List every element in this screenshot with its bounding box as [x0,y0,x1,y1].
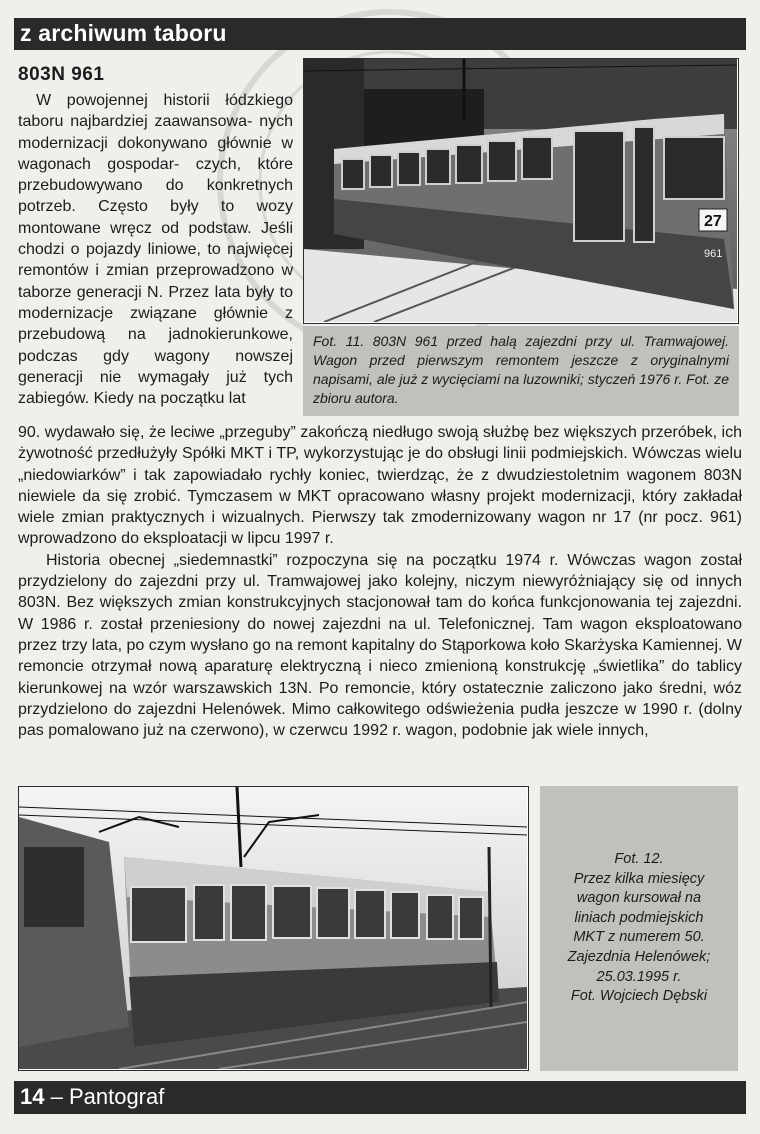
article-title: 803N 961 [18,64,105,85]
col-line-15: zabiegów. Kiedy na początku lat [18,390,246,408]
col-line-9: zmian przeprowadzono w taborze [18,262,293,301]
section-title: z archiwum taboru [20,20,227,46]
caption12-line: liniach podmiejskich [574,909,704,926]
paragraph-2 [18,550,742,742]
article-column-text [18,90,293,416]
col-line-8: liniowe, to najwięcej remontów i [18,241,293,280]
caption12-line: 25.03.1995 r. [596,968,682,985]
col-line-5: konkretnych potrzeb. Często były [18,177,293,216]
article-body-text [18,422,742,774]
col-line-14: generacji nie wymagały już tych [18,368,293,386]
paragraph-1-continuation: 90. wydawało się, że leciwe „przeguby” zakończą niedługo swoją służbę bez większych przeróbek, ich żywotność przedłużyły Spółki MKT i TP, wykorzystując je do obsługi linii podmiejskich. Wówczas wielu „niedowiarków” i tak zapowiadało rychły koniec, twierdząc, że z dwudziestoletnim wagonem 803N niewiele da się zrobić. Tymczasem w MKT opracowano własny projekt modernizacji, który zakładał wiele zmian praktycznych i wizualnych. Pierwszy tak zmodernizowany wagon nr 17 (nr pocz. 961) wprowadzono do eksploatacji w lipcu 1997 r. [18,424,742,548]
caption12-line: Fot. 12. [614,851,664,867]
col-line-1: taboru najbardziej zaawansowa- [18,113,253,131]
caption12-line: Fot. Wojciech Dębski [570,988,708,1005]
caption12-line: Zajezdnia Helenówek; [567,948,711,965]
caption12-line: MKT z numerem 50. [573,929,705,946]
photo-tram-depot-1976 [303,58,739,324]
col-line-11: modernizacje związane głównie z [18,304,293,322]
col-line-4: czych, które przebudowywano do [18,155,293,195]
photo11-caption: Fot. 11. 803N 961 przed halą zajezdni przy ul. Tramwajowej. Wagon przed pierwszym remontem jeszcze z oryginalnymi napisami, ale już z wycięciami na luzowniki; styczeń 1976 r. Fot. ze zbioru autora. [303,326,739,416]
page-footer-bar [14,1081,746,1114]
col-line-3: głównie w wagonach gospodar- [18,134,293,173]
col-line-7: podstaw. Jeśli chodzi o pojazdy [18,219,293,259]
photo12-caption [540,786,738,1071]
page-number: 14 [20,1084,45,1109]
caption12-line: wagon kursował na [576,890,702,907]
col-line-6: to wozy montowane wręcz od [18,198,293,237]
route-sign-number: 27 [704,213,722,230]
page-footer-label [20,1084,164,1110]
col-line-12: przebudową na jadnokierunkowe, [18,326,293,344]
photo-tram-helenowek-1995 [18,786,529,1071]
paragraph-2-text: Historia obecnej „siedemnastki” rozpoczyna się na początku 1974 r. Wówczas wagon został przydzielony do zajezdni przy ul. Tramwajowej jako kolejny, niczym niewyróżniający się od innych 803N. Bez większych zmian konstrukcyjnych stacjonował tam do końca funkcjonowania tej zajezdni. W 1986 r. został przeniesiony do nowej zajezdni na ul. Telefonicznej. Tam wagon eksploatowano przez trzy lata, po czym wysłano go na remont kapitalny do Stąporkowa koło Skarżyska Kamiennej. W remoncie otrzymał nową aparaturę elektryczną i nieco zmienioną konstrukcję „świetlika” do tablicy kierunkowej na wzór warszawskich 13N. Po remoncie, który ostatecznie zaliczono jako średni, wóz przydzielono do zajezdni Helenówek. Mimo całkowitego odświeżenia pudła jeszcze w 1990 r. (dolny pas pomalowano już na czerwono), w czerwcu 1992 r. wagon, podobnie jak wiele innych, [18,551,742,740]
col-line-0: W powojennej historii łódzkiego [36,92,293,109]
section-header-bar [14,18,746,50]
footer-separator: – [44,1084,69,1109]
fleet-number: 961 [704,248,723,260]
magazine-name: Pantograf [68,1084,165,1109]
col-line-10: generacji N. Przez lata były to [76,283,293,301]
col-line-2: nych modernizacji dokonywano [18,113,293,152]
caption12-line: Przez kilka miesięcy [573,870,705,887]
col-line-13: podczas gdy wagony nowszej [18,347,293,365]
